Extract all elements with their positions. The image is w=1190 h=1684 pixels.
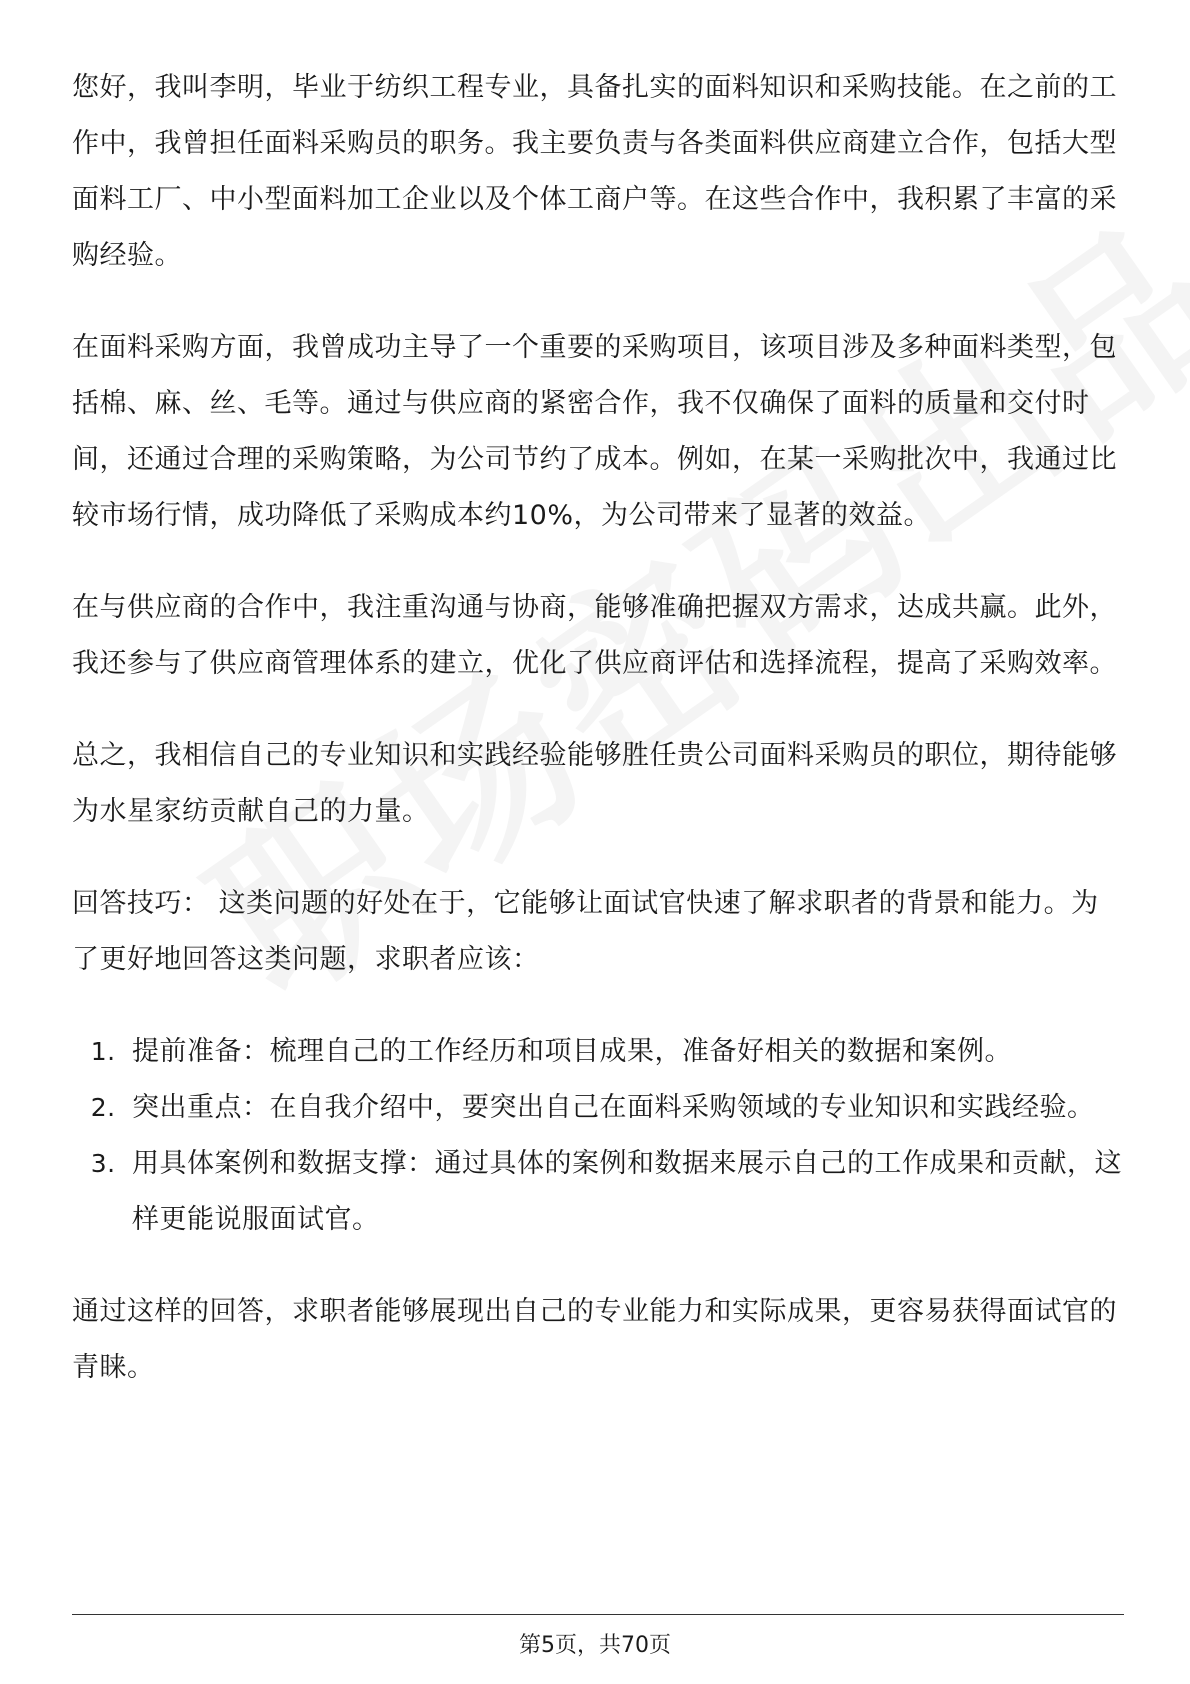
- paragraph-supplier-cooperation: 在与供应商的合作中，我注重沟通与协商，能够准确把握双方需求，达成共赢。此外，我还参与了供应商管理体系的建立，优化了供应商评估和选择流程，提高了采购效率。: [72, 592, 1117, 679]
- page-number: 第5页，共70页: [519, 1633, 671, 1658]
- paragraph-self-intro: 您好，我叫李明，毕业于纺织工程专业，具备扎实的面料知识和采购技能。在之前的工作中，我曾担任面料采购员的职务。我主要负责与各类面料供应商建立合作，包括大型面料工厂、中小型面料加工企业以及个体工商户等。在这些合作中，我积累了丰富的采购经验。: [72, 72, 1117, 271]
- list-item: 1. 提前准备：梳理自己的工作经历和项目成果，准备好相关的数据和案例。: [124, 1024, 1122, 1080]
- document-body: [72, 60, 1122, 1432]
- list-item: 3. 用具体案例和数据支撑：通过具体的案例和数据来展示自己的工作成果和贡献，这样更能说服面试官。: [124, 1136, 1122, 1248]
- list-item: 2. 突出重点：在自我介绍中，要突出自己在面料采购领域的专业知识和实践经验。: [124, 1080, 1122, 1136]
- tips-list: [72, 1024, 1122, 1248]
- paragraph-conclusion: 总之，我相信自己的专业知识和实践经验能够胜任贵公司面料采购员的职位，期待能够为水星家纺贡献自己的力量。: [72, 740, 1117, 827]
- paragraph-answer-tips: 回答技巧： 这类问题的好处在于，它能够让面试官快速了解求职者的背景和能力。为了更好地回答这类问题，求职者应该：: [72, 888, 1099, 975]
- paragraph-procurement-project: 在面料采购方面，我曾成功主导了一个重要的采购项目，该项目涉及多种面料类型，包括棉、麻、丝、毛等。通过与供应商的紧密合作，我不仅确保了面料的质量和交付时间，还通过合理的采购策略，为公司节约了成本。例如，在某一采购批次中，我通过比较市场行情，成功降低了采购成本约10%，为公司带来了显著的效益。: [72, 332, 1117, 531]
- paragraph-closing: 通过这样的回答，求职者能够展现出自己的专业能力和实际成果，更容易获得面试官的青睐。: [72, 1296, 1117, 1383]
- footer-divider: [72, 1614, 1124, 1615]
